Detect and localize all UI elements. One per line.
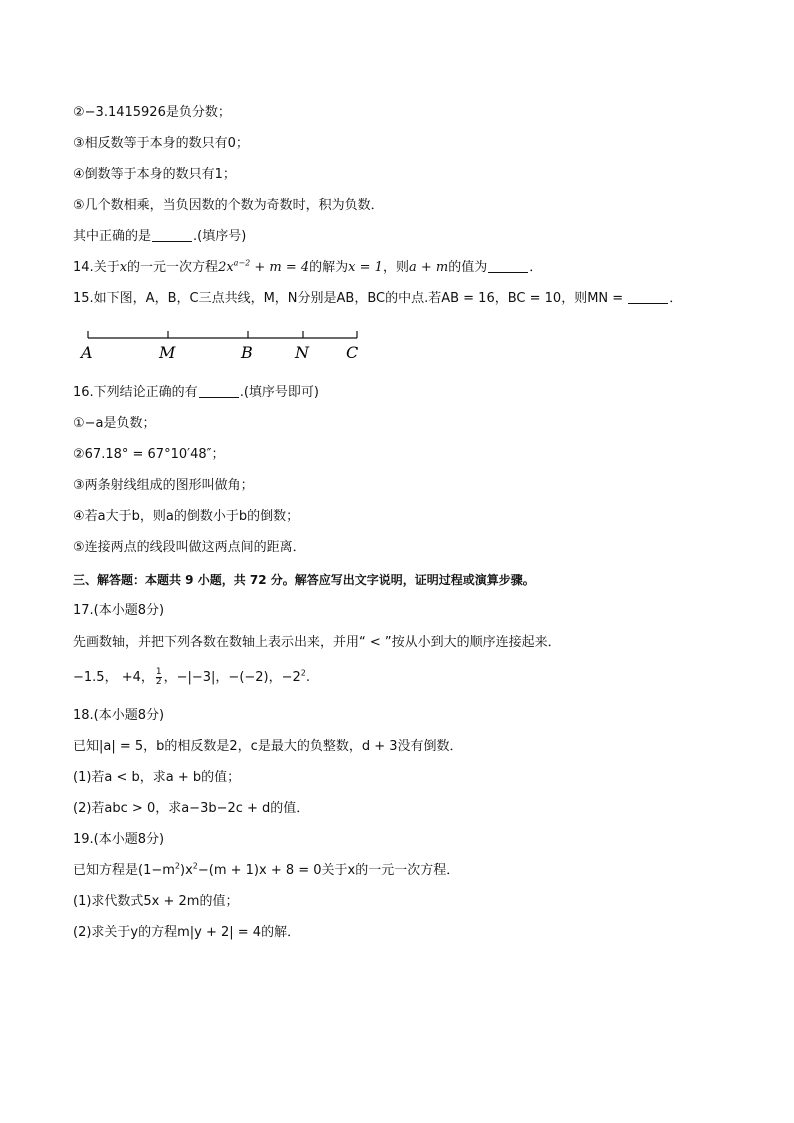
- label-a: A: [81, 343, 93, 362]
- q14-text-5: 的值为: [448, 260, 488, 275]
- q19-text-pre: 已知方程是(1−m: [73, 863, 175, 878]
- answer-prompt-pre: 其中正确的是: [73, 229, 152, 244]
- q17-frac-den: 2: [155, 677, 162, 687]
- q15-answer-blank[interactable]: [628, 291, 668, 304]
- q16-item-2: ②67.18° = 67°10′48″；: [73, 447, 225, 462]
- q17-numbers: [73, 668, 310, 687]
- choice-5: ⑤几个数相乘，当负因数的个数为奇数时，积为负数．: [73, 198, 384, 213]
- q14-equation: [218, 260, 309, 275]
- q14-eq-rest: + m = 4: [250, 260, 310, 275]
- choice-4: ④倒数等于本身的数只有1；: [73, 167, 236, 182]
- q15-end: ．: [669, 291, 683, 306]
- q17-fraction: [156, 668, 162, 687]
- q14-eq-exponent: a−2: [233, 258, 251, 268]
- q14-expression: a + m: [408, 260, 449, 275]
- q18-text: 已知|a| = 5，b的相反数是2，c是最大的负整数，d + 3没有倒数．: [73, 739, 463, 754]
- q19-exp-2: 2: [192, 861, 198, 871]
- q16-head-pre: 16.下列结论正确的有: [73, 385, 198, 400]
- q17-numbers-pre: −1.5， +4，: [73, 670, 154, 685]
- label-m: M: [159, 343, 176, 362]
- question-14: [73, 259, 542, 277]
- q19-heading: 19.(本小题8分): [73, 832, 165, 847]
- q16-item-3: ③两条射线组成的图形叫做角；: [73, 478, 254, 493]
- q16-answer-blank[interactable]: [199, 385, 239, 398]
- q14-text-1: 关于: [93, 260, 120, 275]
- q19-text-mid: )x: [180, 863, 193, 878]
- q18-part-1: (1)若a < b，求a + b的值；: [73, 770, 241, 785]
- q14-answer-blank[interactable]: [488, 260, 528, 273]
- q17-frac-num: 1: [155, 667, 162, 677]
- answer-prompt: [73, 228, 246, 246]
- q14-var-x: x: [119, 260, 128, 275]
- q19-exp-1: 2: [174, 861, 180, 871]
- q17-numbers-post: ，−|−3|，−(−2)，−2: [163, 670, 301, 685]
- q19-text-post: −(m + 1)x + 8 = 0关于x的一元一次方程．: [197, 863, 460, 878]
- q17-numbers-end: .: [305, 670, 311, 685]
- q16-item-5: ⑤连接两点的线段叫做这两点间的距离．: [73, 540, 306, 555]
- q18-heading: 18.(本小题8分): [73, 708, 165, 723]
- q15-line-diagram: [78, 322, 378, 366]
- q17-exponent: 2: [300, 668, 306, 678]
- q17-text: 先画数轴，并把下列各数在数轴上表示出来，并用“ < ”按从小到大的顺序连接起来．: [73, 635, 561, 650]
- q19-part-1: (1)求代数式5x + 2m的值；: [73, 894, 239, 909]
- q16-item-4: ④若a大于b，则a的倒数小于b的倒数；: [73, 509, 300, 524]
- q14-end: ．: [529, 260, 543, 275]
- label-b: B: [241, 343, 253, 362]
- q18-part-2: (2)若abc > 0，求a−3b−2c + d的值．: [73, 801, 310, 816]
- choice-2: ②−3.1415926是负分数；: [73, 105, 231, 120]
- q19-text: [73, 862, 459, 880]
- q14-text-4: ，则: [382, 260, 409, 275]
- q14-solution: x = 1: [348, 260, 383, 275]
- q17-heading: 17.(本小题8分): [73, 603, 165, 618]
- q16-head-post: .(填序号即可): [239, 385, 319, 400]
- q14-text-3: 的解为: [309, 260, 349, 275]
- question-16: [73, 384, 319, 402]
- q16-item-1: ①−a是负数；: [73, 416, 156, 431]
- q19-part-2: (2)求关于y的方程m|y + 2| = 4的解．: [73, 925, 301, 940]
- answer-blank[interactable]: [152, 229, 192, 242]
- section-3-heading: 三、解答题：本题共 9 小题，共 72 分。解答应写出文字说明，证明过程或演算步骤。: [73, 573, 535, 587]
- label-n: N: [295, 343, 309, 362]
- q15-text: 15.如下图，A，B，C三点共线，M，N分别是AB，BC的中点.若AB = 16，BC = 10，则MN =: [73, 291, 628, 306]
- question-15: [73, 290, 682, 308]
- q14-text-2: 的一元一次方程: [127, 260, 219, 275]
- answer-prompt-post: .(填序号): [193, 229, 247, 244]
- label-c: C: [346, 343, 359, 362]
- q14-eq-base: 2x: [218, 260, 234, 275]
- choice-3: ③相反数等于本身的数只有0；: [73, 136, 249, 151]
- q14-number: 14.: [73, 260, 94, 275]
